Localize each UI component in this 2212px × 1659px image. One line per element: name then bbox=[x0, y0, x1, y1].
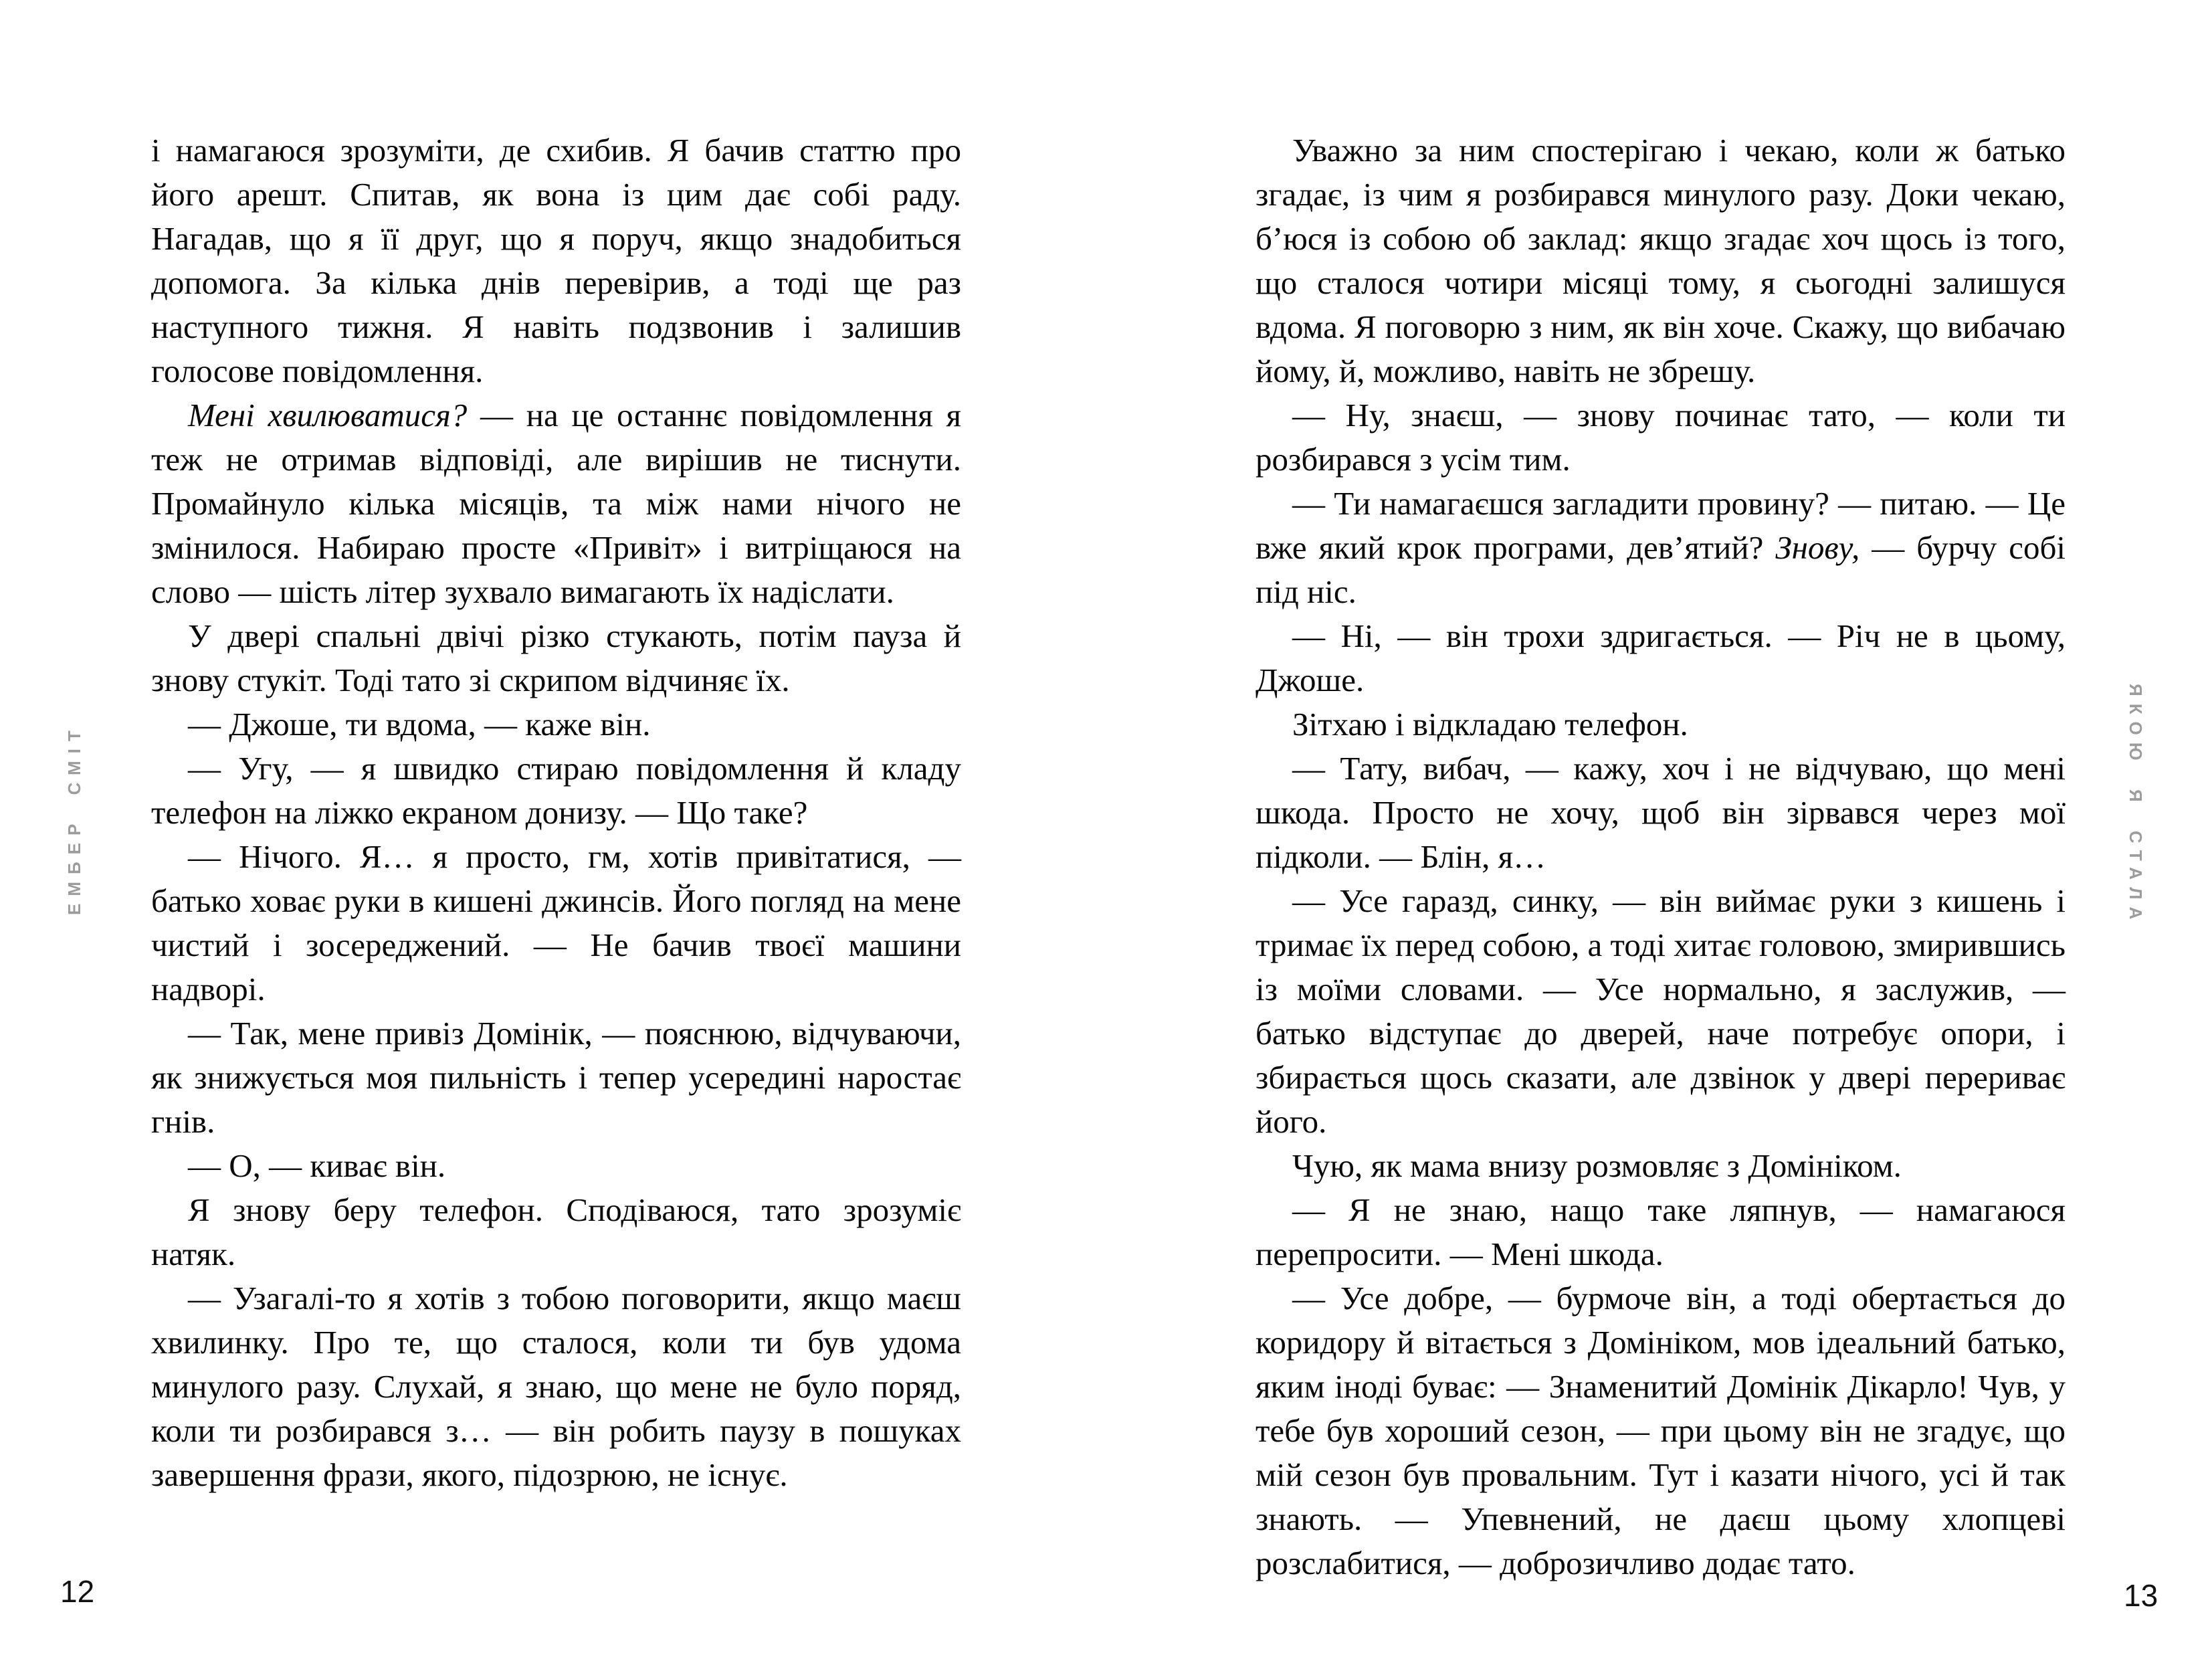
text-segment: — Узагалі-то я хотів з тобою поговорити, якщо маєш хвилинку. Про те, що сталося, коли ти був удома минулого разу. Слухай, я знаю, що мене не було поряд, коли ти розбирався з… — він робить паузу в пошуках завершення фрази, якого, підозрюю, не існує. bbox=[151, 1280, 961, 1493]
paragraph bbox=[1255, 1188, 2066, 1276]
paragraph bbox=[151, 393, 961, 614]
paragraph bbox=[1255, 393, 2066, 482]
paragraph bbox=[151, 1144, 961, 1188]
text-segment: Уважно за ним спостерігаю і чекаю, коли ж батько згадає, із чим я розбирався минулого разу. Доки чекаю, б’юся із собою об заклад: якщо згадає хоч щось із того, що сталося чотири місяці тому, я сьогодні залишуся вдома. Я поговорю з ним, як він хоче. Скажу, що вибачаю йому, й, можливо, навіть не збрешу. bbox=[1255, 132, 2066, 389]
text-segment: — О, — киває він. bbox=[188, 1147, 446, 1184]
text-segment: У двері спальні двічі різко стукають, потім пауза й знову стукіт. Тоді тато зі скрипом відчиняє їх. bbox=[151, 617, 961, 698]
paragraph bbox=[1255, 614, 2066, 702]
paragraph bbox=[1255, 128, 2066, 393]
paragraph bbox=[1255, 1144, 2066, 1188]
paragraph bbox=[151, 1276, 961, 1497]
text-segment: — Нічого. Я… я просто, гм, хотів привітатися, — батько ховає руки в кишені джинсів. Його погляд на мене чистий і зосереджений. — Не бачив твоєї машини надворі. bbox=[151, 838, 961, 1007]
paragraph bbox=[1255, 879, 2066, 1144]
right-text-column bbox=[1255, 128, 2066, 1585]
paragraph bbox=[1255, 1276, 2066, 1585]
text-segment: Зітхаю і відкладаю телефон. bbox=[1292, 706, 1688, 743]
text-segment: — бурчу собі під ніс. bbox=[1255, 529, 2066, 610]
title-margin-label: ЯКОЮ Я СТАЛА bbox=[2126, 684, 2146, 927]
text-segment: — Так, мене привіз Домінік, — пояснюю, відчуваючи, як знижується моя пильність і тепер усередині наростає гнів. bbox=[151, 1015, 961, 1140]
paragraph bbox=[151, 747, 961, 835]
text-segment: — Усе добре, — бурмоче він, а тоді обертається до коридору й вітається з Домініком, мов ідеальний батько, яким іноді буває: — Знаменитий Домінік Дікарло! Чув, у тебе був хороший сезон, — при цьому він не згадує, що мій сезон був провальним. Тут і казати нічого, усі й так знають. — Упевнений, не даєш цьому хлопцеві розслабитися, — доброзичливо додає тато. bbox=[1255, 1280, 2066, 1581]
text-segment: — Усе гаразд, синку, — він виймає руки з кишень і тримає їх перед собою, а тоді хитає головою, змирившись із моїми словами. — Усе нормально, я заслужив, — батько відступає до дверей, наче потребує опори, і збирається щось сказати, але дзвінок у двері перериває його. bbox=[1255, 882, 2066, 1140]
author-margin-label: ЕМБЕР СМІТ bbox=[64, 723, 84, 915]
text-segment: — Джоше, ти вдома, — каже він. bbox=[188, 706, 651, 743]
text-segment: — Я не знаю, нащо таке ляпнув, — намагаюся перепросити. — Мені шкода. bbox=[1255, 1191, 2066, 1272]
page-number-right: 13 bbox=[2124, 1578, 2158, 1613]
paragraph bbox=[1255, 747, 2066, 879]
text-segment: — на це останнє повідомлення я теж не отримав відповіді, але вирішив не тиснути. Промайнуло кілька місяців, та між нами нічого не змінилося. Набираю просте «Привіт» і витріщаюся на слово — шість літер зухвало вимагають їх надіслати. bbox=[151, 397, 961, 610]
text-segment: Я знову беру телефон. Сподіваюся, тато зрозуміє натяк. bbox=[151, 1191, 961, 1272]
italic-text-segment: Знову, bbox=[1775, 529, 1860, 566]
paragraph bbox=[151, 614, 961, 702]
text-segment: — Тату, вибач, — кажу, хоч і не відчуваю, що мені шкода. Просто не хочу, щоб він зірвався через мої підколи. — Блін, я… bbox=[1255, 750, 2066, 875]
paragraph bbox=[151, 1011, 961, 1144]
text-segment: — Угу, — я швидко стираю повідомлення й кладу телефон на ліжко екраном донизу. — Що таке? bbox=[151, 750, 961, 831]
text-segment: — Ти намагаєшся загладити провину? — питаю. — Це вже який крок програми, дев’ятий? bbox=[1255, 485, 2066, 566]
paragraph bbox=[151, 835, 961, 1011]
text-segment: і намагаюся зрозуміти, де схибив. Я бачив статтю про його арешт. Спитав, як вона із цим дає собі раду. Нагадав, що я її друг, що я поруч, якщо знадобиться допомога. За кілька днів перевірив, а тоді ще раз наступного тижня. Я навіть подзвонив і залишив голосове повідомлення. bbox=[151, 132, 961, 389]
left-text-column bbox=[151, 128, 961, 1497]
text-segment: — Ну, знаєш, — знову починає тато, — коли ти розбирався з усім тим. bbox=[1255, 397, 2066, 478]
page-number-left: 12 bbox=[60, 1574, 95, 1609]
text-segment: — Ні, — він трохи здригається. — Річ не в цьому, Джоше. bbox=[1255, 617, 2066, 698]
paragraph bbox=[151, 1188, 961, 1276]
paragraph bbox=[151, 128, 961, 393]
paragraph bbox=[151, 702, 961, 747]
italic-text-segment: Мені хвилюватися? bbox=[188, 397, 468, 433]
paragraph bbox=[1255, 482, 2066, 614]
text-segment: Чую, як мама внизу розмовляє з Домініком. bbox=[1292, 1147, 1902, 1184]
paragraph bbox=[1255, 702, 2066, 747]
